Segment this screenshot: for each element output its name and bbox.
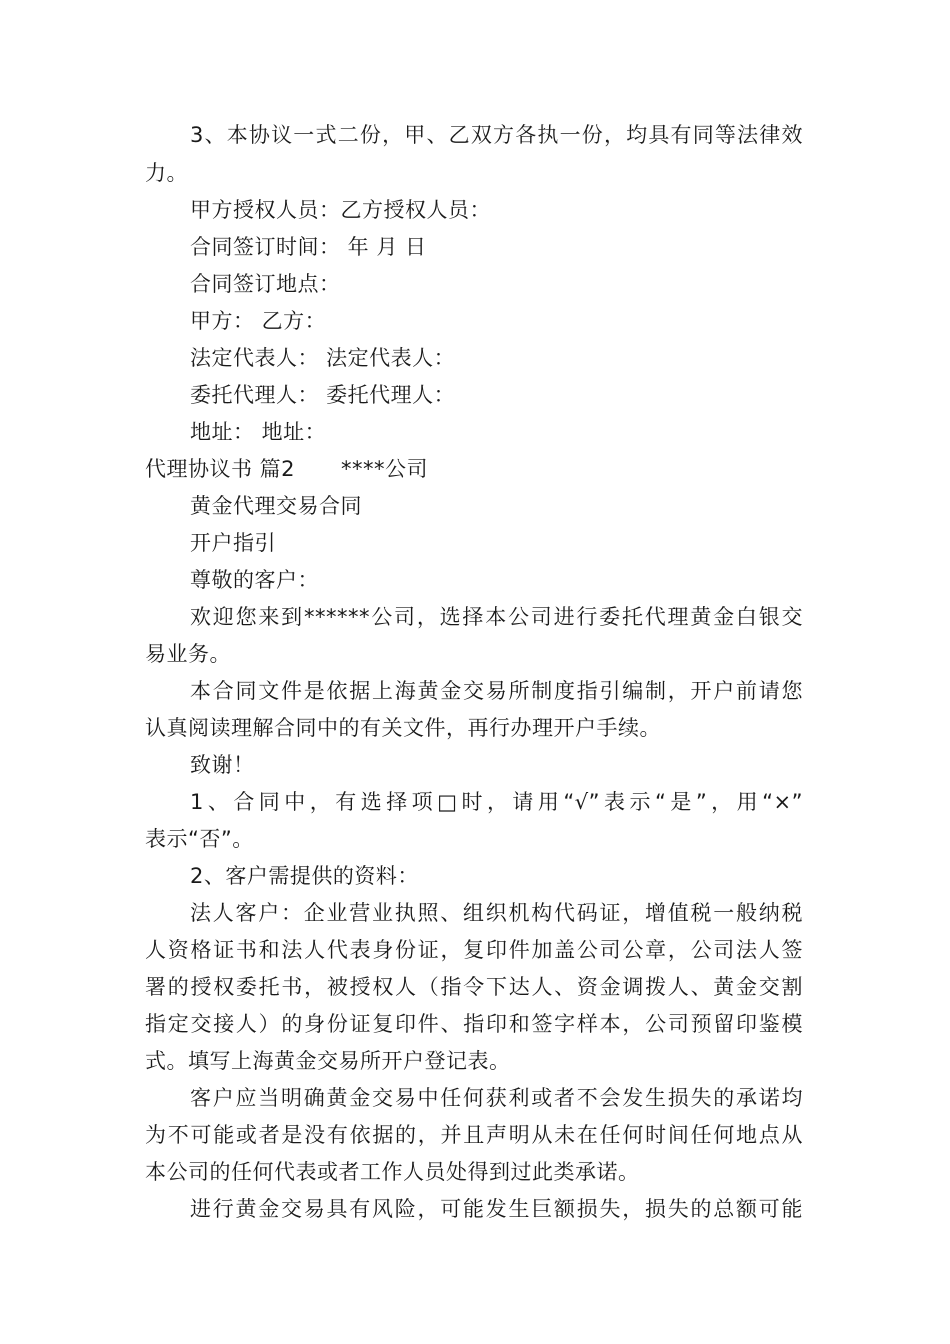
section-heading: 代理协议书 篇2 <box>145 457 296 481</box>
welcome-line-2: 易业务。 <box>145 642 231 666</box>
party-line: 甲方： 乙方： <box>190 309 327 333</box>
promise-line-2: 为不可能或者是没有依据的，并且声明从未在任何时间任何地点从 <box>145 1123 803 1147</box>
risk-line-1: 进行黄金交易具有风险，可能发生巨额损失，损失的总额可能 <box>190 1197 803 1221</box>
agent-line: 委托代理人： 委托代理人： <box>190 383 456 407</box>
authorized-persons-line: 甲方授权人员：乙方授权人员： <box>190 198 491 222</box>
corporate-client-line-2: 人资格证书和法人代表身份证，复印件加盖公司公章，公司法人签 <box>145 938 803 962</box>
corporate-client-line-3: 署的授权委托书，被授权人（指令下达人、资金调拨人、黄金交割 <box>145 975 803 999</box>
promise-line-3: 本公司的任何代表或者工作人员处得到过此类承诺。 <box>145 1160 640 1184</box>
contract-basis-line-1: 本合同文件是依据上海黄金交易所制度指引编制，开户前请您 <box>190 679 803 703</box>
contract-title: 黄金代理交易合同 <box>190 494 362 518</box>
item-2-heading: 2、客户需提供的资料： <box>190 864 419 888</box>
corporate-client-line-4: 指定交接人）的身份证复印件、指印和签字样本，公司预留印鉴模 <box>145 1012 803 1036</box>
corporate-client-line-5: 式。填写上海黄金交易所开户登记表。 <box>145 1049 511 1073</box>
item-1-line-2: 表示“否”。 <box>145 827 254 851</box>
contract-basis-line-2: 认真阅读理解合同中的有关文件，再行办理开户手续。 <box>145 716 661 740</box>
account-guide-title: 开户指引 <box>190 531 276 555</box>
welcome-line-1: 欢迎您来到******公司，选择本公司进行委托代理黄金白银交 <box>190 605 803 629</box>
address-line: 地址： 地址： <box>190 420 327 444</box>
promise-line-1: 客户应当明确黄金交易中任何获利或者不会发生损失的承诺均 <box>190 1086 803 1110</box>
signing-date-line: 合同签订时间： 年 月 日 <box>190 235 427 259</box>
item-1-line-1: 1、合同中，有选择项□时，请用“√”表示“是”，用“×” <box>190 790 803 814</box>
corporate-client-line-1: 法人客户：企业营业执照、组织机构代码证，增值税一般纳税 <box>190 901 803 925</box>
salutation: 尊敬的客户： <box>190 568 319 592</box>
clause-3-line-2: 力。 <box>145 161 188 185</box>
section-heading-row <box>145 451 428 487</box>
company-name: ****公司 <box>341 457 429 481</box>
clause-3-line-1: 3、本协议一式二份，甲、乙双方各执一份，均具有同等法律效 <box>190 123 803 147</box>
legal-representative-line: 法定代表人： 法定代表人： <box>190 346 456 370</box>
signing-place-line: 合同签订地点： <box>190 272 341 296</box>
thanks-line: 致谢！ <box>190 753 255 777</box>
